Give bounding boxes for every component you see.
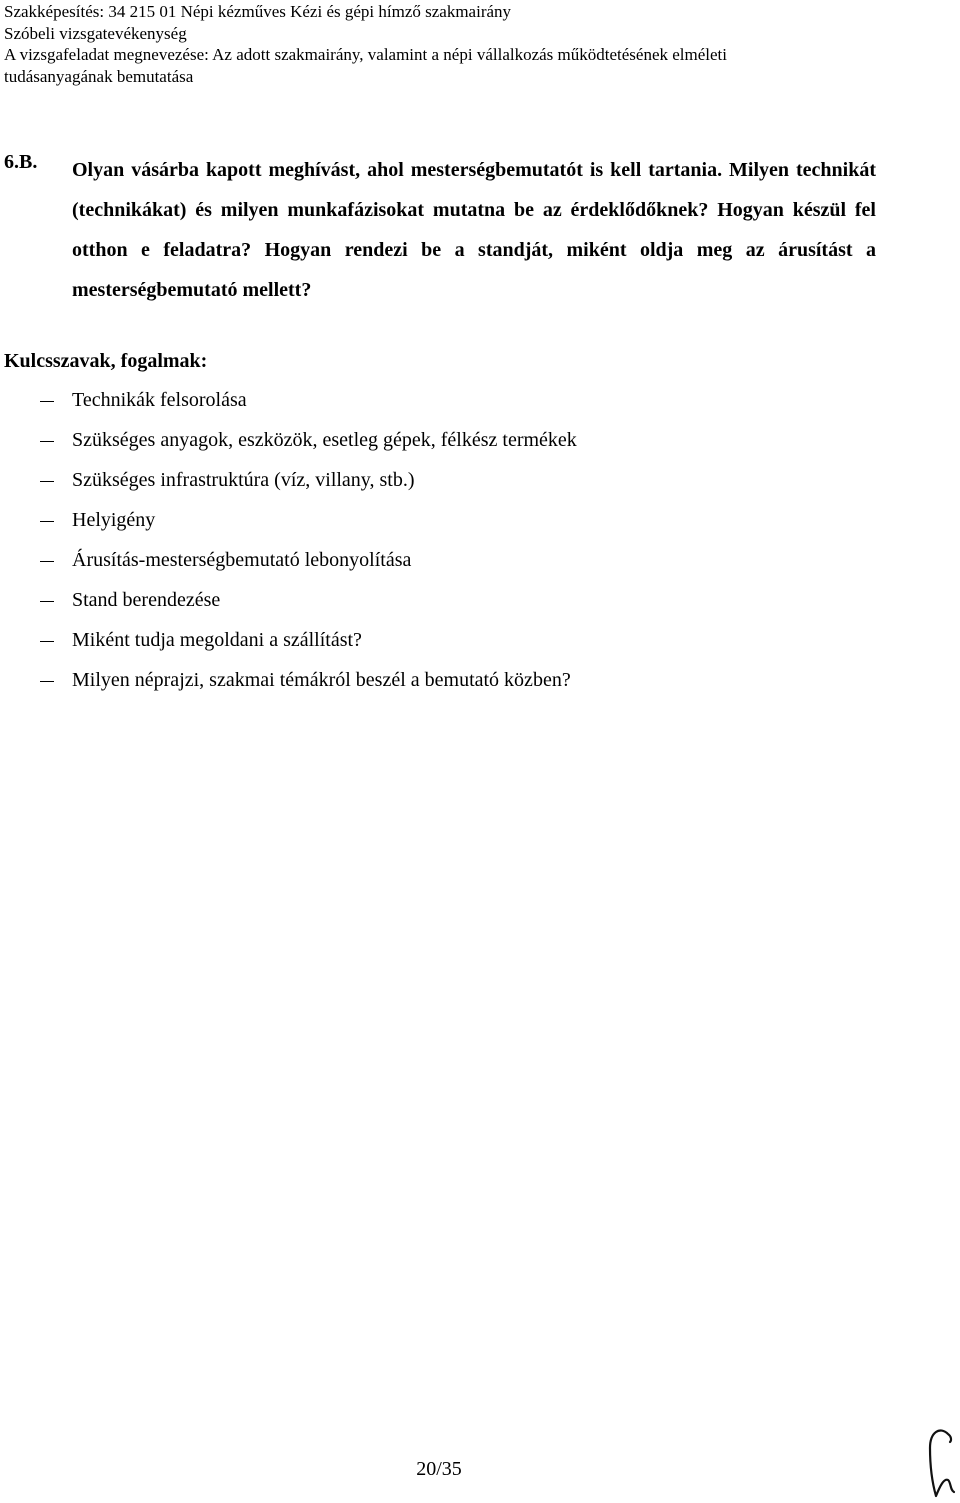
- task-question: Olyan vásárba kapott meghívást, ahol mesterségbemutatót is kell tartania. Milyen technikát (technikákat) és milyen munkafázisokat mutatna be az érdeklődőknek? Hogyan készül fel otthon e feladatra? Hogyan rendezi be a standját, miként oldja meg az árusítást a mesterségbemutató mellett?: [72, 159, 876, 301]
- list-item-text: Szükséges anyagok, eszközök, esetleg gépek, félkész termékek: [72, 429, 577, 451]
- header-qualification: Szakképesítés: 34 215 01 Népi kézműves Kézi és gépi hímző szakmairány: [4, 2, 512, 21]
- dash-bullet-icon: [40, 521, 54, 522]
- list-item-text: Technikák felsorolása: [72, 389, 247, 411]
- list-item-text: Milyen néprajzi, szakmai témákról beszél a bemutató közben?: [72, 669, 571, 691]
- dash-bullet-icon: [40, 441, 54, 442]
- list-item-text: Helyigény: [72, 509, 156, 531]
- list-item-text: Stand berendezése: [72, 589, 221, 611]
- list-item-text: Szükséges infrastruktúra (víz, villany, stb.): [72, 469, 415, 491]
- keywords-title: Kulcsszavak, fogalmak:: [4, 350, 208, 372]
- header-task-name: A vizsgafeladat megnevezése: Az adott szakmairány, valamint a népi vállalkozás működtetésének elméleti: [4, 45, 728, 64]
- list-item-text: Miként tudja megoldani a szállítást?: [72, 629, 362, 651]
- dash-bullet-icon: [40, 401, 54, 402]
- signature-icon: [918, 1420, 960, 1500]
- task-number: 6.B.: [4, 151, 38, 173]
- dash-bullet-icon: [40, 481, 54, 482]
- dash-bullet-icon: [40, 561, 54, 562]
- header-task-name-continued: tudásanyagának bemutatása: [4, 67, 194, 86]
- page-number: 20/35: [416, 1458, 462, 1480]
- list-item-text: Árusítás-mesterségbemutató lebonyolítása: [72, 549, 412, 571]
- dash-bullet-icon: [40, 681, 54, 682]
- dash-bullet-icon: [40, 641, 54, 642]
- header-exam-type: Szóbeli vizsgatevékenység: [4, 24, 187, 43]
- dash-bullet-icon: [40, 601, 54, 602]
